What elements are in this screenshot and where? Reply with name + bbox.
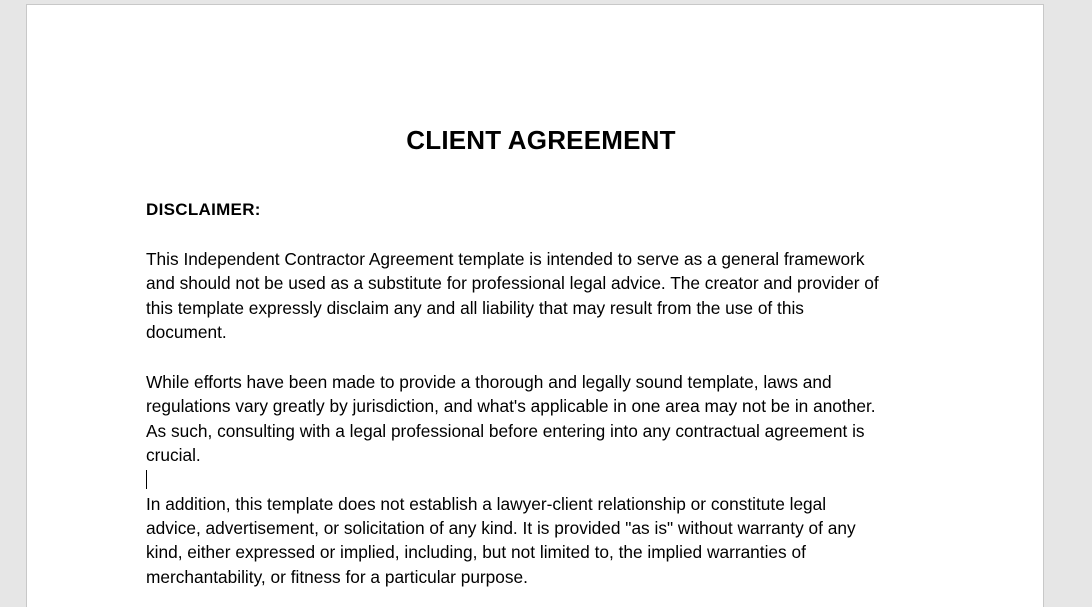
paragraph-line: this template expressly disclaim any and all liability that may result from the use of this bbox=[146, 297, 804, 318]
paragraph-line: In addition, this template does not establish a lawyer-client relationship or constitute legal bbox=[146, 493, 827, 514]
paragraph-line: merchantability, or fitness for a particular purpose. bbox=[146, 566, 528, 587]
paragraph-line: As such, consulting with a legal professional before entering into any contractual agreement is bbox=[146, 420, 865, 441]
paragraph-line: While efforts have been made to provide a thorough and legally sound template, laws and bbox=[146, 372, 832, 393]
paragraph-line: document. bbox=[146, 321, 227, 342]
paragraph-line: advice, advertisement, or solicitation of any kind. It is provided "as is" without warranty of any bbox=[146, 517, 856, 538]
paragraph-3 bbox=[146, 492, 936, 589]
paragraph-line: and should not be used as a substitute for professional legal advice. The creator and provider of bbox=[146, 273, 879, 294]
document-page[interactable] bbox=[26, 4, 1044, 607]
document-body[interactable] bbox=[146, 123, 936, 589]
disclaimer-heading: DISCLAIMER: bbox=[146, 200, 261, 219]
paragraph-line: regulations vary greatly by jurisdiction, and what's applicable in one area may not be in another. bbox=[146, 396, 876, 417]
empty-line[interactable] bbox=[146, 467, 936, 491]
paragraph-line: kind, either expressed or implied, including, but not limited to, the implied warranties of bbox=[146, 542, 806, 563]
text-cursor bbox=[146, 470, 147, 489]
paragraph-1 bbox=[146, 247, 936, 344]
paragraph-line: This Independent Contractor Agreement template is intended to serve as a general framework bbox=[146, 249, 865, 269]
document-title: CLIENT AGREEMENT bbox=[406, 125, 676, 155]
paragraph-line: crucial. bbox=[146, 445, 201, 466]
paragraph-2 bbox=[146, 370, 936, 467]
